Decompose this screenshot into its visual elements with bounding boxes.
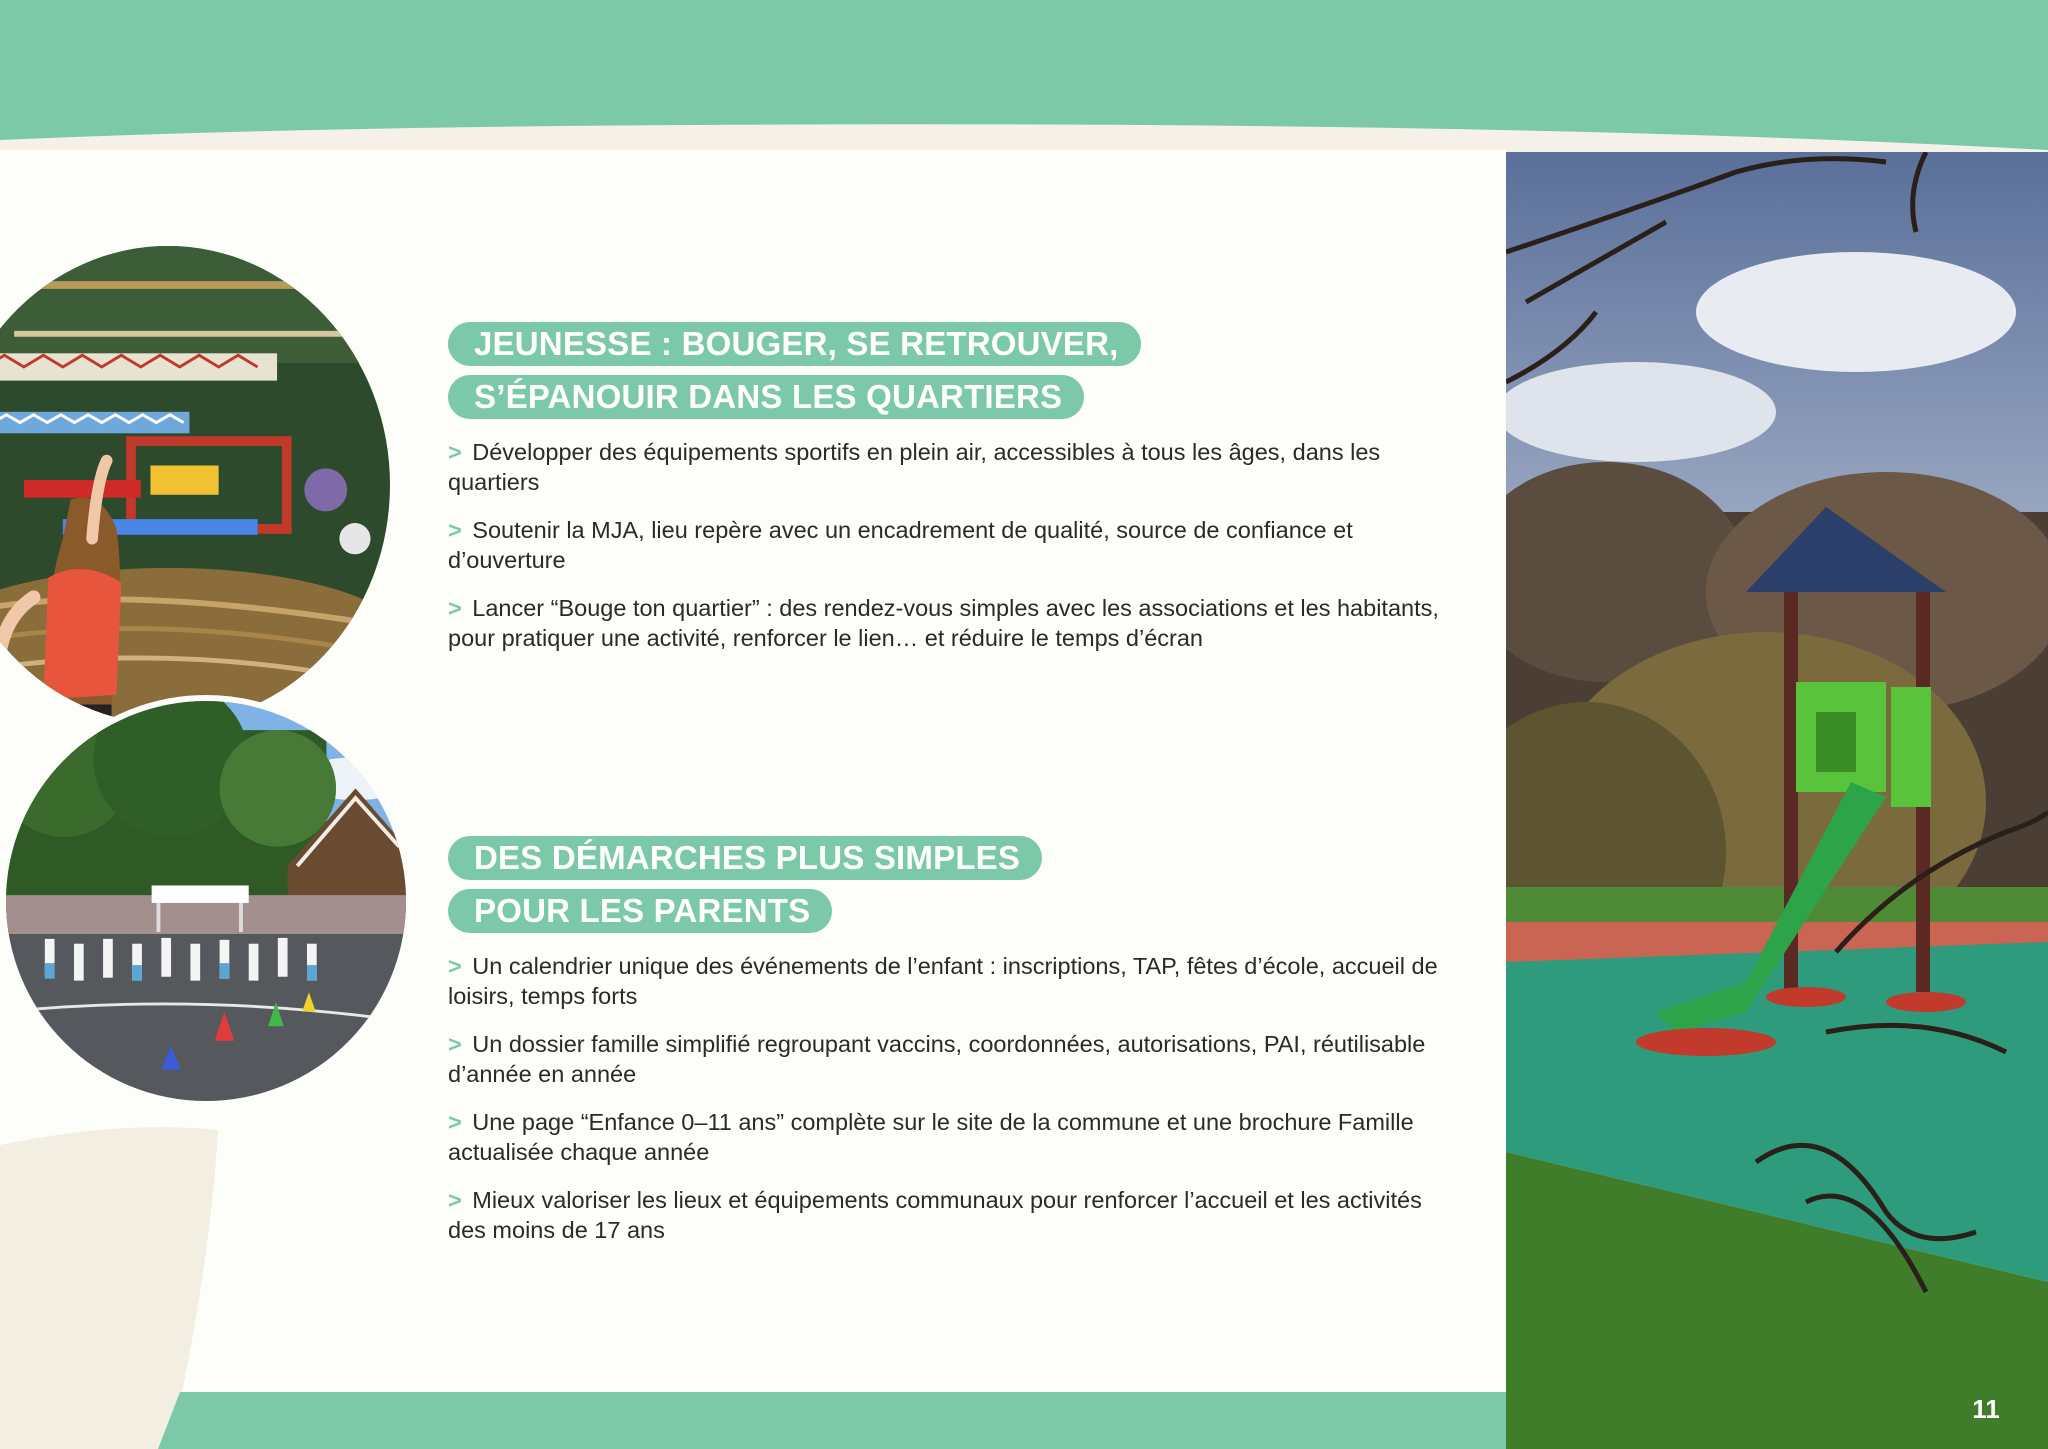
bullet-marker: > [448, 1109, 469, 1135]
top-decorative-band [0, 0, 2048, 160]
heading-line-2: S’ÉPANOUIR DANS LES QUARTIERS [448, 375, 1084, 419]
bullet-item [448, 593, 1448, 653]
photo-playground [1506, 152, 2048, 1449]
bullet-text: Soutenir la MJA, lieu repère avec un encadrement de qualité, source de confiance et d’ouverture [448, 517, 1353, 573]
section-heading [448, 322, 1448, 419]
section-jeunesse [448, 322, 1448, 671]
heading-line-1: DES DÉMARCHES PLUS SIMPLES [448, 836, 1042, 880]
bullet-marker: > [448, 953, 469, 979]
bottom-decorative-band [0, 1392, 1506, 1449]
bullet-item [448, 951, 1448, 1011]
bullet-item [448, 1029, 1448, 1089]
bullet-item [448, 515, 1448, 575]
heading-line-1: JEUNESSE : BOUGER, SE RETROUVER, [448, 322, 1141, 366]
bullet-text: Lancer “Bouge ton quartier” : des rendez-vous simples avec les associations et les habitants, pour pratiquer une activité, renforcer le lien… et réduire le temps d’écran [448, 595, 1439, 651]
bullet-text: Mieux valoriser les lieux et équipements communaux pour renforcer l’accueil et les activités des moins de 17 ans [448, 1187, 1422, 1243]
photo-school-event [0, 695, 412, 1107]
bullet-marker: > [448, 1187, 469, 1213]
heading-line-2: POUR LES PARENTS [448, 889, 832, 933]
bullet-text: Un dossier famille simplifié regroupant vaccins, coordonnées, autorisations, PAI, réutilisable d’année en année [448, 1031, 1426, 1087]
section-demarches [448, 836, 1448, 1263]
bullet-text: Un calendrier unique des événements de l’enfant : inscriptions, TAP, fêtes d’école, accueil de loisirs, temps forts [448, 953, 1438, 1009]
bullet-marker: > [448, 1031, 469, 1057]
bullet-item [448, 437, 1448, 497]
bullet-text: Développer des équipements sportifs en plein air, accessibles à tous les âges, dans les quartiers [448, 439, 1381, 495]
page-number: 11 [1972, 1394, 2000, 1424]
bullet-item [448, 1185, 1448, 1245]
bullet-marker: > [448, 595, 469, 621]
bullet-marker: > [448, 439, 469, 465]
bullet-item [448, 1107, 1448, 1167]
bullet-marker: > [448, 517, 469, 543]
section-heading [448, 836, 1448, 933]
bullet-text: Une page “Enfance 0–11 ans” complète sur le site de la commune et une brochure Famille actualisée chaque année [448, 1109, 1414, 1165]
